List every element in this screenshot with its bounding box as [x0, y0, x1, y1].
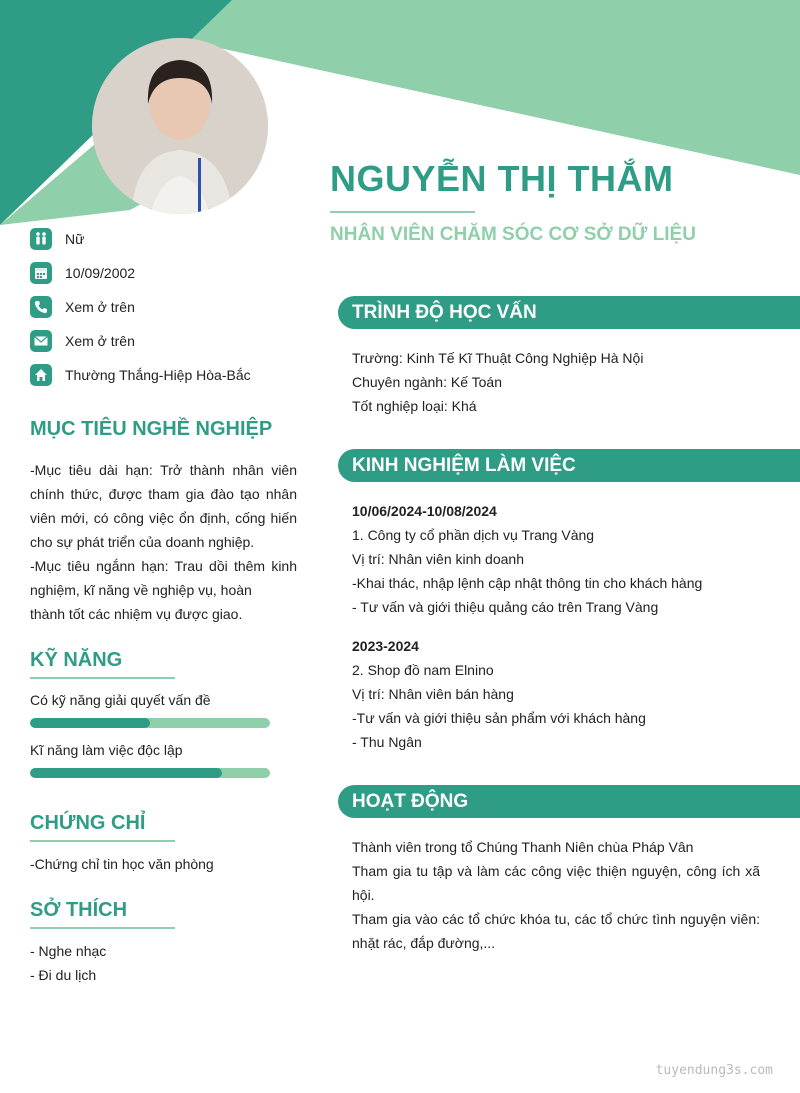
education-heading: TRÌNH ĐỘ HỌC VẤN — [338, 296, 800, 329]
objective-short-term-end: thành tốt các nhiệm vụ được giao. — [30, 606, 243, 622]
home-icon — [30, 364, 52, 386]
skill-bar — [30, 768, 270, 778]
job-period: 10/06/2024-10/08/2024 — [352, 503, 497, 519]
calendar-icon — [30, 262, 52, 284]
hobbies-underline — [30, 927, 175, 929]
certificates-heading: CHỨNG CHỈ — [30, 812, 146, 834]
activities-heading: HOẠT ĐỘNG — [338, 785, 800, 818]
name-underline — [330, 211, 475, 213]
contact-address-text: Thường Thắng-Hiệp Hòa-Bắc — [65, 367, 251, 383]
watermark: tuyendung3s.com — [655, 1063, 773, 1078]
activity-line: Tham gia vào các tổ chức khóa tu, các tổ chức tình nguyện viên: nhặt rác, đắp đường,... — [352, 911, 760, 951]
candidate-position: NHÂN VIÊN CHĂM SÓC CƠ SỞ DỮ LIỆU — [330, 224, 696, 245]
email-icon — [30, 330, 52, 352]
job-duty: -Tư vấn và giới thiệu sản phẩm với khách hàng — [352, 710, 646, 726]
contact-gender-text: Nữ — [65, 231, 85, 247]
skill-label: Kĩ năng làm việc độc lập — [30, 742, 183, 758]
contact-address — [30, 358, 251, 392]
skill-bar-fill — [30, 768, 222, 778]
skill-bar — [30, 718, 270, 728]
education-line: Trường: Kinh Tế Kĩ Thuật Công Nghiệp Hà Nội — [352, 350, 644, 366]
hobbies-heading: SỞ THÍCH — [30, 899, 128, 921]
hobby-item: - Nghe nhạc — [30, 943, 107, 959]
phone-icon — [30, 296, 52, 318]
objective-heading: MỤC TIÊU NGHỀ NGHIỆP — [30, 418, 273, 440]
activity-line: Thành viên trong tổ Chúng Thanh Niên chùa Pháp Vân — [352, 839, 694, 855]
profile-photo — [92, 38, 268, 214]
job-role: Vị trí: Nhân viên bán hàng — [352, 686, 514, 702]
hobby-item: - Đi du lịch — [30, 967, 97, 983]
job-role: Vị trí: Nhân viên kinh doanh — [352, 551, 524, 567]
contact-birthday — [30, 256, 251, 290]
contact-list — [30, 222, 251, 392]
contact-phone — [30, 290, 251, 324]
experience-job — [352, 634, 760, 754]
contact-birthday-text: 10/09/2002 — [65, 265, 136, 281]
candidate-name: NGUYỄN THỊ THẮM — [330, 158, 674, 199]
activities-details — [352, 835, 760, 955]
contact-phone-text: Xem ở trên — [65, 299, 135, 315]
skills-underline — [30, 677, 175, 679]
skill-bar-fill — [30, 718, 150, 728]
gender-icon — [30, 228, 52, 250]
certificate-item: -Chứng chỉ tin học văn phòng — [30, 856, 214, 872]
experience-job — [352, 499, 760, 619]
certificates-underline — [30, 840, 175, 842]
job-company: 2. Shop đồ nam Elnino — [352, 662, 494, 678]
activity-line: Tham gia tu tập và làm các công việc thiện nguyện, công ích xã hội. — [352, 863, 760, 903]
education-line: Chuyên ngành: Kế Toán — [352, 374, 502, 390]
user-photo-icon — [92, 38, 268, 214]
education-details — [352, 346, 760, 418]
skill-label: Có kỹ năng giải quyết vấn đề — [30, 692, 211, 708]
objective-long-term: -Mục tiêu dài hạn: Trở thành nhân viên chính thức, được tham gia đào tạo nhân viên mới, có công việc ổn định, cống hiến cho sự phát triển của doanh nghiệp. — [30, 462, 297, 550]
contact-email-text: Xem ở trên — [65, 333, 135, 349]
objective-text — [30, 458, 297, 626]
job-period: 2023-2024 — [352, 638, 419, 654]
objective-short-term: -Mục tiêu ngắnn hạn: Trau dồi thêm kinh nghiệm, kĩ năng về nghiệp vụ, hoàn — [30, 558, 297, 598]
experience-heading: KINH NGHIỆM LÀM VIỆC — [338, 449, 800, 482]
education-line: Tốt nghiệp loại: Khá — [352, 398, 477, 414]
job-duty: - Tư vấn và giới thiệu quảng cáo trên Trang Vàng — [352, 599, 659, 615]
skills-heading: KỸ NĂNG — [30, 649, 123, 671]
job-duty: -Khai thác, nhập lệnh cập nhật thông tin cho khách hàng — [352, 575, 703, 591]
contact-gender — [30, 222, 251, 256]
job-company: 1. Công ty cổ phần dịch vụ Trang Vàng — [352, 527, 595, 543]
contact-email — [30, 324, 251, 358]
job-duty: - Thu Ngân — [352, 734, 422, 750]
